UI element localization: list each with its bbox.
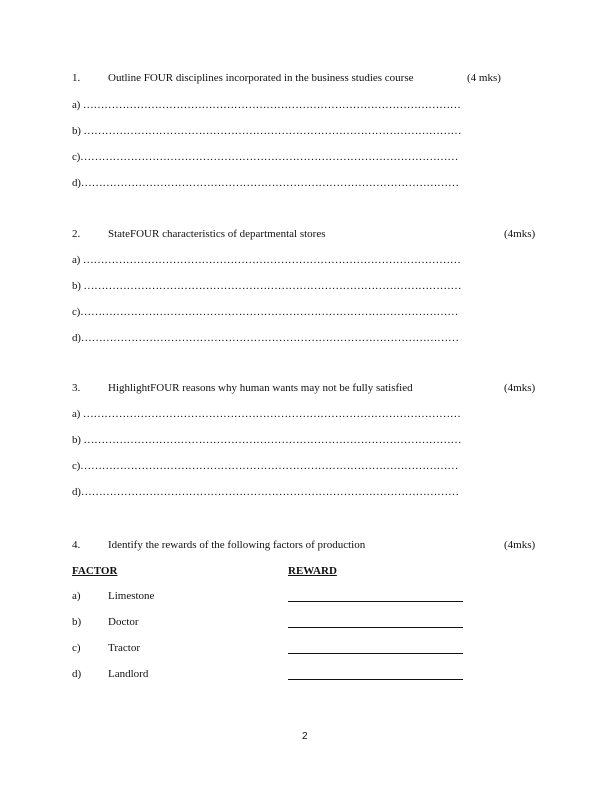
question-3-text: HighlightFOUR reasons why human wants may not be fully satisfied <box>108 382 413 394</box>
question-2-text: StateFOUR characteristics of departmental stores <box>108 228 326 240</box>
answer-line-2a[interactable]: a) …………………………………………………………………………………………… <box>72 254 461 266</box>
answer-line-1b[interactable]: b) …………………………………………………………………………………………… <box>72 125 462 137</box>
question-3-marks: (4mks) <box>504 382 536 394</box>
factor-row-d-name: Landlord <box>108 668 149 680</box>
question-4-marks: (4mks) <box>504 539 536 551</box>
factor-row-a-letter: a) <box>72 590 81 602</box>
answer-line-1c[interactable]: c)…………………………………………………………………………………………… <box>72 151 459 163</box>
answer-line-1d[interactable]: d)…………………………………………………………………………………………… <box>72 177 459 189</box>
question-2-number: 2. <box>72 228 81 240</box>
answer-line-3d[interactable]: d)…………………………………………………………………………………………… <box>72 486 459 498</box>
question-1-number: 1. <box>72 72 81 84</box>
reward-answer-line-b[interactable] <box>288 627 463 628</box>
answer-line-3b[interactable]: b) …………………………………………………………………………………………… <box>72 434 462 446</box>
reward-answer-line-c[interactable] <box>288 653 463 654</box>
page-number: 2 <box>302 731 308 742</box>
answer-line-1a[interactable]: a) …………………………………………………………………………………………… <box>72 99 461 111</box>
reward-column-header: REWARD <box>288 565 337 577</box>
question-1-text: Outline FOUR disciplines incorporated in the business studies course <box>108 72 414 84</box>
factor-row-a-name: Limestone <box>108 590 155 602</box>
answer-line-3c[interactable]: c)…………………………………………………………………………………………… <box>72 460 459 472</box>
reward-answer-line-a[interactable] <box>288 601 463 602</box>
answer-line-2b[interactable]: b) …………………………………………………………………………………………… <box>72 280 462 292</box>
reward-answer-line-d[interactable] <box>288 679 463 680</box>
question-4-number: 4. <box>72 539 81 551</box>
question-3-number: 3. <box>72 382 81 394</box>
factor-row-c-letter: c) <box>72 642 81 654</box>
factor-row-b-letter: b) <box>72 616 82 628</box>
answer-line-2d[interactable]: d)…………………………………………………………………………………………… <box>72 332 459 344</box>
question-4-text: Identify the rewards of the following factors of production <box>108 539 366 551</box>
question-1-marks: (4 mks) <box>467 72 501 84</box>
answer-line-3a[interactable]: a) …………………………………………………………………………………………… <box>72 408 461 420</box>
question-2-marks: (4mks) <box>504 228 536 240</box>
factor-row-c-name: Tractor <box>108 642 140 654</box>
factor-column-header: FACTOR <box>72 565 118 577</box>
factor-row-d-letter: d) <box>72 668 82 680</box>
answer-line-2c[interactable]: c)…………………………………………………………………………………………… <box>72 306 459 318</box>
factor-row-b-name: Doctor <box>108 616 139 628</box>
